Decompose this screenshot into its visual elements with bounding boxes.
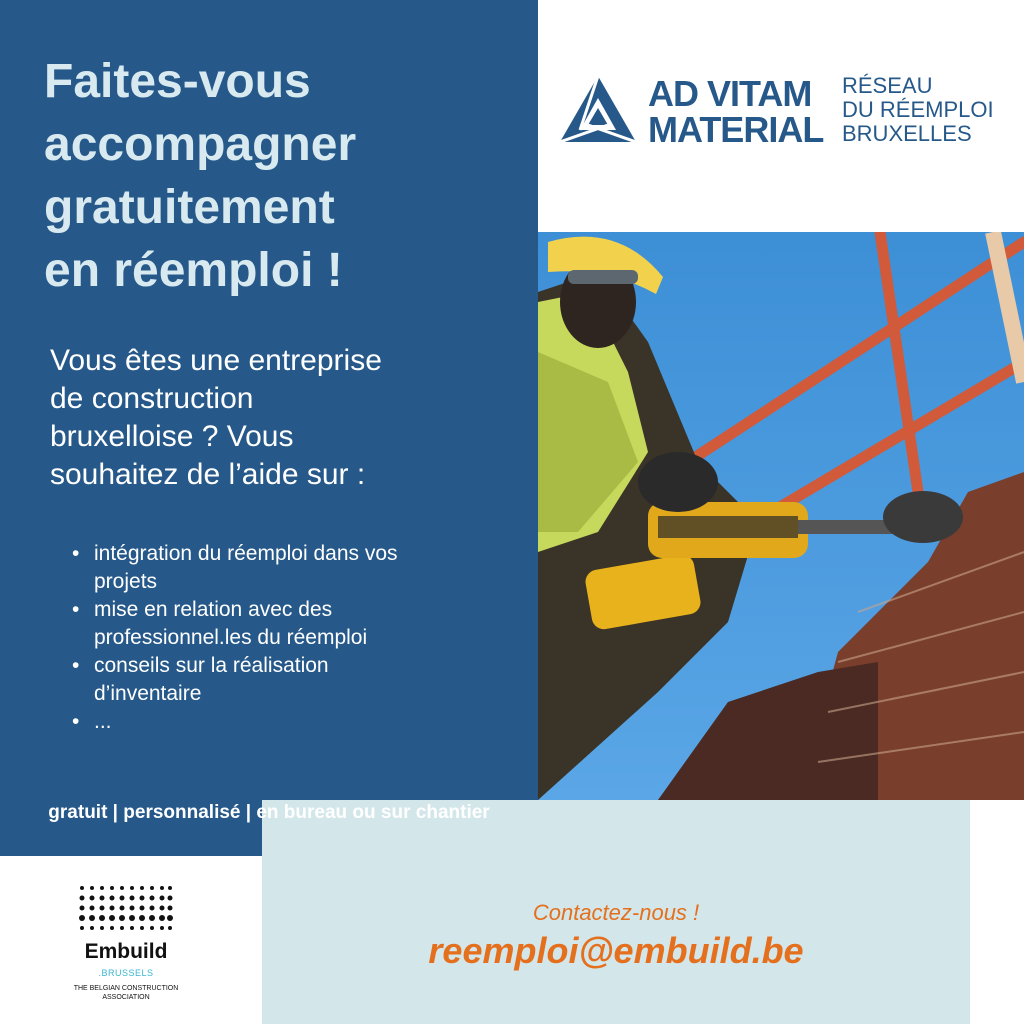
intro-line: Vous êtes une entreprise <box>50 344 382 377</box>
tagline: gratuit | personnalisé | en bureau ou sur chantier <box>48 802 490 823</box>
construction-worker-photo-illustration <box>538 232 1024 800</box>
headline-line: Faites-vous <box>44 55 311 108</box>
embuild-association-line: ASSOCIATION <box>102 994 150 1001</box>
intro-text <box>50 342 490 494</box>
contact-label: Contactez-nous ! <box>532 900 700 925</box>
advitam-network-line: DU RÉEMPLOI <box>842 97 994 122</box>
embuild-association-line: THE BELGIAN CONSTRUCTION <box>73 985 179 992</box>
services-list <box>72 540 502 736</box>
list-item <box>72 652 502 708</box>
headline-line: accompagner <box>44 118 357 171</box>
advitam-network-line: BRUXELLES <box>842 121 972 146</box>
intro-line: souhaitez de l’aide sur : <box>50 458 366 491</box>
headline-line: en réemploi ! <box>44 244 343 297</box>
list-item-line: professionnel.les du réemploi <box>94 626 368 649</box>
list-item-line: • intégration du réemploi dans vos <box>94 542 398 565</box>
headline-line: gratuitement <box>44 181 335 234</box>
list-item-line: • ... <box>94 710 112 733</box>
advitam-name-line: AD VITAM <box>648 73 812 114</box>
list-item <box>72 596 502 652</box>
embuild-city: .BRUSSELS <box>98 968 154 978</box>
construction-worker-photo <box>538 232 1024 800</box>
advitam-network <box>842 74 994 146</box>
list-item <box>72 708 502 736</box>
list-item <box>72 540 502 596</box>
list-item-line: d’inventaire <box>94 682 202 705</box>
list-item-line: • conseils sur la réalisation <box>94 654 329 677</box>
intro-line: bruxelloise ? Vous <box>50 420 294 453</box>
dot-grid-logo-icon <box>78 884 174 932</box>
embuild-association <box>66 984 186 1002</box>
advitam-network-line: RÉSEAU <box>842 73 933 98</box>
intro-line: de construction <box>50 382 254 415</box>
list-item-line: projets <box>94 570 158 593</box>
list-item-line: • mise en relation avec des <box>94 598 333 621</box>
advitam-name-line: MATERIAL <box>648 109 824 150</box>
contact-email-link[interactable]: reemploi@embuild.be <box>428 930 804 971</box>
triangle-logo-icon <box>560 76 636 142</box>
advitam-logo <box>560 72 1000 152</box>
advitam-name <box>648 73 824 150</box>
headline <box>44 50 514 302</box>
embuild-name: Embuild <box>84 940 168 963</box>
embuild-logo <box>66 884 186 1014</box>
